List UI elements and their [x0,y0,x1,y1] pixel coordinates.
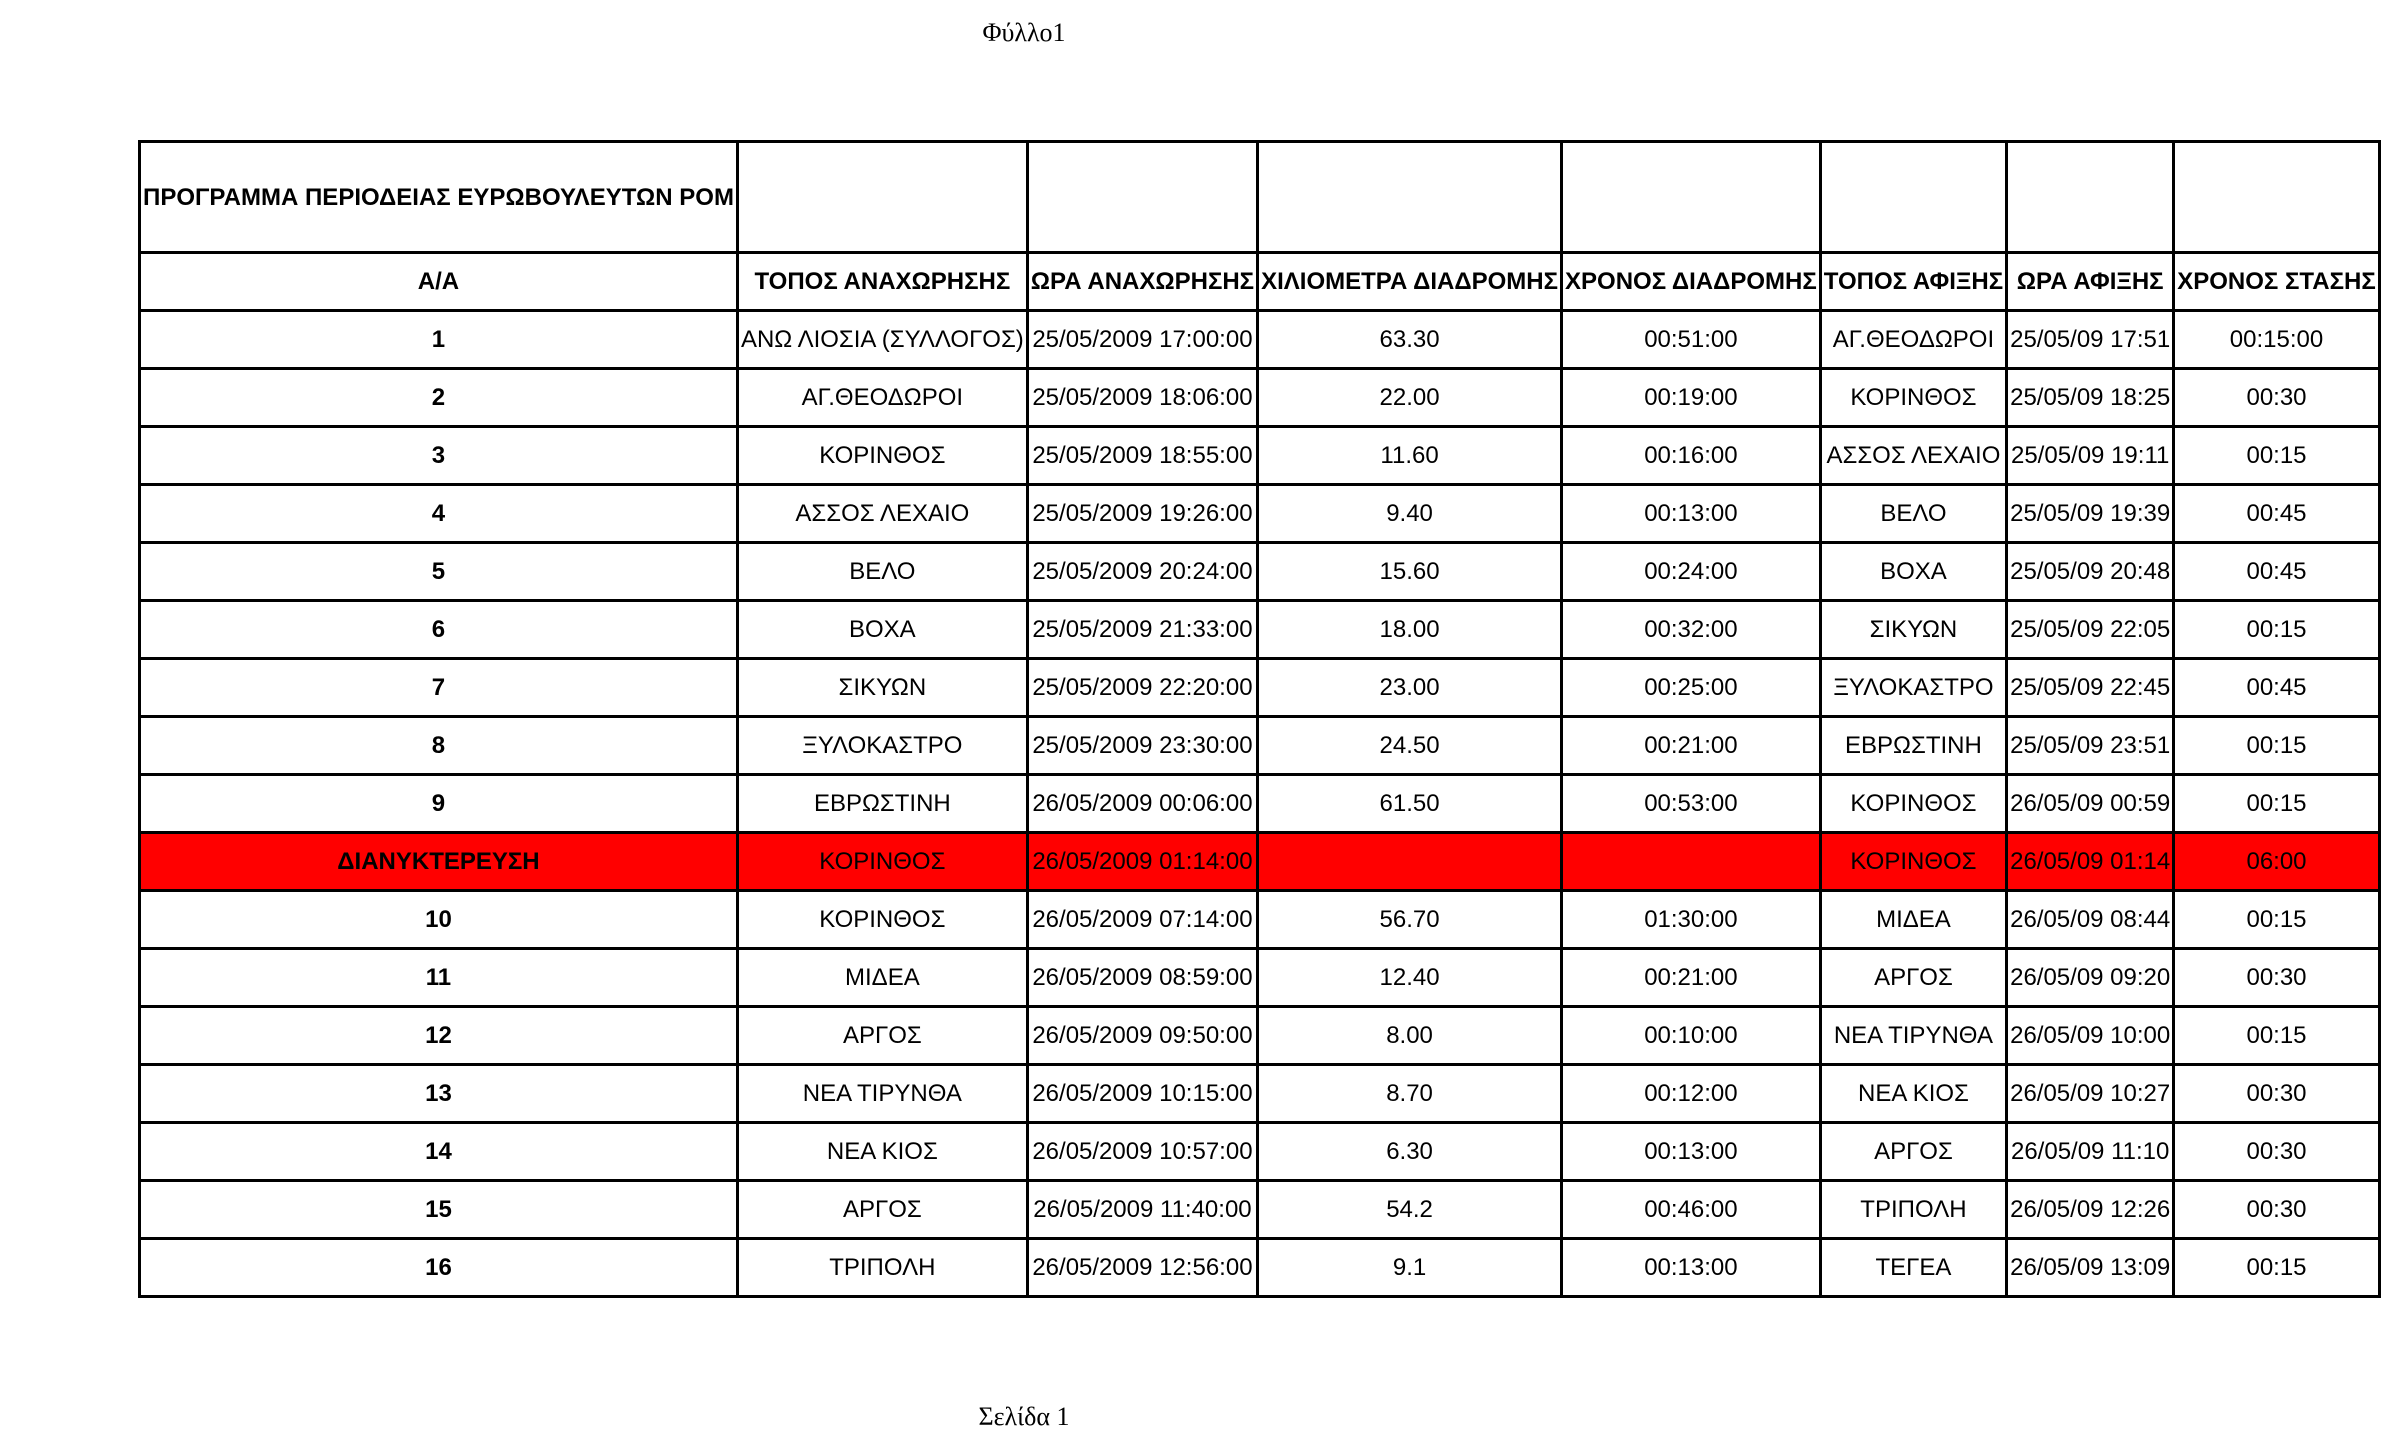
empty-cell [1258,142,1562,253]
cell-arrival-time: 25/05/09 19:39 [2007,485,2174,543]
cell-aa: 3 [140,427,738,485]
cell-aa: 2 [140,369,738,427]
cell-departure-time: 25/05/2009 18:06:00 [1027,369,1257,427]
cell-stop-time: 00:30 [2174,949,2380,1007]
cell-aa: 1 [140,311,738,369]
cell-travel-time: 00:53:00 [1562,775,1821,833]
cell-distance-km: 6.30 [1258,1123,1562,1181]
table-row [140,659,2380,717]
cell-arrival-time: 26/05/09 00:59 [2007,775,2174,833]
cell-arrival-place: ΞΥΛΟΚΑΣΤΡΟ [1820,659,2006,717]
cell-stop-time: 00:15 [2174,1239,2380,1297]
table-row [140,311,2380,369]
cell-distance-km: 15.60 [1258,543,1562,601]
cell-distance-km: 9.1 [1258,1239,1562,1297]
cell-arrival-time: 26/05/09 12:26 [2007,1181,2174,1239]
header-aa: Α/Α [140,253,738,311]
cell-arrival-place: ΑΓ.ΘΕΟΔΩΡΟΙ [1820,311,2006,369]
cell-arrival-place: ΝΕΑ ΤΙΡΥΝΘΑ [1820,1007,2006,1065]
table-row [140,1123,2380,1181]
cell-distance-km: 18.00 [1258,601,1562,659]
cell-travel-time [1562,833,1821,891]
cell-departure-time: 26/05/2009 10:57:00 [1027,1123,1257,1181]
header-stop-time: ΧΡΟΝΟΣ ΣΤΑΣΗΣ [2174,253,2380,311]
empty-cell [2174,142,2380,253]
cell-stop-time: 00:30 [2174,1065,2380,1123]
table-row [140,717,2380,775]
overnight-stay-row [140,833,2380,891]
cell-departure-place: ΕΒΡΩΣΤΙΝΗ [737,775,1027,833]
cell-departure-place: ΑΝΩ ΛΙΟΣΙΑ (ΣΥΛΛΟΓΟΣ) [737,311,1027,369]
table-row [140,543,2380,601]
table-row [140,1065,2380,1123]
cell-arrival-place: ΒΕΛΟ [1820,485,2006,543]
cell-arrival-time: 26/05/09 10:27 [2007,1065,2174,1123]
header-travel-time: ΧΡΟΝΟΣ ΔΙΑΔΡΟΜΗΣ [1562,253,1821,311]
cell-stop-time: 00:15 [2174,1007,2380,1065]
cell-arrival-time: 26/05/09 01:14 [2007,833,2174,891]
cell-arrival-time: 26/05/09 08:44 [2007,891,2174,949]
cell-arrival-time: 25/05/09 20:48 [2007,543,2174,601]
cell-departure-time: 26/05/2009 07:14:00 [1027,891,1257,949]
cell-departure-place: ΜΙΔΕΑ [737,949,1027,1007]
cell-departure-place: ΚΟΡΙΝΘΟΣ [737,833,1027,891]
cell-departure-place: ΒΕΛΟ [737,543,1027,601]
cell-departure-time: 25/05/2009 17:00:00 [1027,311,1257,369]
cell-arrival-place: ΚΟΡΙΝΘΟΣ [1820,833,2006,891]
cell-arrival-time: 25/05/09 22:45 [2007,659,2174,717]
sheet-title: Φύλλο1 [982,18,1066,47]
table-title: ΠΡΟΓΡΑΜΜΑ ΠΕΡΙΟΔΕΙΑΣ ΕΥΡΩΒΟΥΛΕΥΤΩΝ ΡΟΜ [140,142,738,253]
cell-stop-time: 00:45 [2174,659,2380,717]
cell-departure-place: ΤΡΙΠΟΛΗ [737,1239,1027,1297]
cell-stop-time: 06:00 [2174,833,2380,891]
cell-departure-time: 26/05/2009 10:15:00 [1027,1065,1257,1123]
cell-distance-km: 12.40 [1258,949,1562,1007]
cell-arrival-place: ΤΕΓΕΑ [1820,1239,2006,1297]
cell-distance-km: 54.2 [1258,1181,1562,1239]
cell-aa: 16 [140,1239,738,1297]
cell-departure-place: ΑΡΓΟΣ [737,1181,1027,1239]
cell-distance-km: 23.00 [1258,659,1562,717]
cell-departure-place: ΞΥΛΟΚΑΣΤΡΟ [737,717,1027,775]
cell-departure-place: ΚΟΡΙΝΘΟΣ [737,891,1027,949]
cell-aa: 14 [140,1123,738,1181]
table-row [140,1239,2380,1297]
cell-aa: 5 [140,543,738,601]
cell-stop-time: 00:15:00 [2174,311,2380,369]
cell-stop-time: 00:45 [2174,485,2380,543]
cell-departure-place: ΝΕΑ ΚΙΟΣ [737,1123,1027,1181]
cell-arrival-time: 25/05/09 18:25 [2007,369,2174,427]
cell-aa: 10 [140,891,738,949]
cell-arrival-time: 25/05/09 23:51 [2007,717,2174,775]
cell-distance-km: 11.60 [1258,427,1562,485]
cell-distance-km: 8.00 [1258,1007,1562,1065]
cell-arrival-place: ΕΒΡΩΣΤΙΝΗ [1820,717,2006,775]
cell-arrival-place: ΝΕΑ ΚΙΟΣ [1820,1065,2006,1123]
header-departure-time: ΩΡΑ ΑΝΑΧΩΡΗΣΗΣ [1027,253,1257,311]
cell-departure-place: ΑΣΣΟΣ ΛΕΧΑΙΟ [737,485,1027,543]
cell-arrival-place: ΚΟΡΙΝΘΟΣ [1820,775,2006,833]
cell-stop-time: 00:15 [2174,601,2380,659]
cell-departure-time: 25/05/2009 18:55:00 [1027,427,1257,485]
cell-arrival-place: ΚΟΡΙΝΘΟΣ [1820,369,2006,427]
table-row [140,601,2380,659]
header-departure-place: ΤΟΠΟΣ ΑΝΑΧΩΡΗΣΗΣ [737,253,1027,311]
cell-distance-km: 56.70 [1258,891,1562,949]
empty-cell [737,142,1027,253]
cell-arrival-time: 26/05/09 11:10 [2007,1123,2174,1181]
cell-arrival-place: ΑΣΣΟΣ ΛΕΧΑΙΟ [1820,427,2006,485]
cell-distance-km: 9.40 [1258,485,1562,543]
cell-departure-time: 26/05/2009 01:14:00 [1027,833,1257,891]
cell-stop-time: 00:45 [2174,543,2380,601]
cell-stop-time: 00:30 [2174,369,2380,427]
cell-aa: 12 [140,1007,738,1065]
cell-aa: 6 [140,601,738,659]
cell-travel-time: 00:21:00 [1562,717,1821,775]
cell-stop-time: 00:15 [2174,427,2380,485]
cell-travel-time: 00:13:00 [1562,1123,1821,1181]
table-title-row [140,142,2380,253]
header-distance-km: ΧΙΛΙΟΜΕΤΡΑ ΔΙΑΔΡΟΜΗΣ [1258,253,1562,311]
cell-travel-time: 00:32:00 [1562,601,1821,659]
table-row [140,949,2380,1007]
cell-departure-place: ΝΕΑ ΤΙΡΥΝΘΑ [737,1065,1027,1123]
cell-arrival-time: 25/05/09 19:11 [2007,427,2174,485]
page-footer: Σελίδα 1 [978,1402,1070,1431]
header-arrival-time: ΩΡΑ ΑΦΙΞΗΣ [2007,253,2174,311]
cell-departure-time: 26/05/2009 12:56:00 [1027,1239,1257,1297]
cell-travel-time: 01:30:00 [1562,891,1821,949]
cell-departure-time: 25/05/2009 19:26:00 [1027,485,1257,543]
cell-departure-time: 25/05/2009 23:30:00 [1027,717,1257,775]
cell-departure-time: 25/05/2009 21:33:00 [1027,601,1257,659]
cell-travel-time: 00:19:00 [1562,369,1821,427]
cell-arrival-place: ΑΡΓΟΣ [1820,1123,2006,1181]
cell-departure-place: ΚΟΡΙΝΘΟΣ [737,427,1027,485]
cell-travel-time: 00:10:00 [1562,1007,1821,1065]
cell-stop-time: 00:30 [2174,1123,2380,1181]
cell-departure-place: ΒΟΧΑ [737,601,1027,659]
cell-travel-time: 00:24:00 [1562,543,1821,601]
cell-departure-time: 26/05/2009 09:50:00 [1027,1007,1257,1065]
cell-departure-time: 25/05/2009 20:24:00 [1027,543,1257,601]
cell-travel-time: 00:13:00 [1562,1239,1821,1297]
header-arrival-place: ΤΟΠΟΣ ΑΦΙΞΗΣ [1820,253,2006,311]
cell-departure-time: 26/05/2009 08:59:00 [1027,949,1257,1007]
cell-arrival-time: 25/05/09 22:05 [2007,601,2174,659]
column-header-row [140,253,2380,311]
cell-departure-time: 26/05/2009 11:40:00 [1027,1181,1257,1239]
cell-stop-time: 00:15 [2174,775,2380,833]
cell-aa: 11 [140,949,738,1007]
table-row [140,891,2380,949]
cell-aa: 13 [140,1065,738,1123]
cell-travel-time: 00:16:00 [1562,427,1821,485]
cell-distance-km: 8.70 [1258,1065,1562,1123]
cell-distance-km: 22.00 [1258,369,1562,427]
cell-distance-km [1258,833,1562,891]
cell-distance-km: 63.30 [1258,311,1562,369]
empty-cell [1562,142,1821,253]
tour-schedule-table [138,140,2381,1298]
cell-arrival-time: 26/05/09 13:09 [2007,1239,2174,1297]
table-row [140,775,2380,833]
empty-cell [1820,142,2006,253]
cell-aa: 4 [140,485,738,543]
table-row [140,369,2380,427]
cell-arrival-place: ΤΡΙΠΟΛΗ [1820,1181,2006,1239]
cell-arrival-place: ΣΙΚΥΩΝ [1820,601,2006,659]
cell-distance-km: 24.50 [1258,717,1562,775]
cell-aa: 8 [140,717,738,775]
cell-travel-time: 00:12:00 [1562,1065,1821,1123]
cell-departure-time: 26/05/2009 00:06:00 [1027,775,1257,833]
table-row [140,427,2380,485]
cell-departure-place: ΑΓ.ΘΕΟΔΩΡΟΙ [737,369,1027,427]
cell-aa: 7 [140,659,738,717]
cell-travel-time: 00:46:00 [1562,1181,1821,1239]
cell-travel-time: 00:13:00 [1562,485,1821,543]
cell-arrival-time: 25/05/09 17:51 [2007,311,2174,369]
cell-aa: 15 [140,1181,738,1239]
cell-travel-time: 00:25:00 [1562,659,1821,717]
empty-cell [1027,142,1257,253]
table-row [140,1181,2380,1239]
cell-travel-time: 00:21:00 [1562,949,1821,1007]
cell-aa: ΔΙΑΝΥΚΤΕΡΕΥΣΗ [140,833,738,891]
cell-arrival-place: ΒΟΧΑ [1820,543,2006,601]
table-row [140,485,2380,543]
cell-departure-time: 25/05/2009 22:20:00 [1027,659,1257,717]
empty-cell [2007,142,2174,253]
cell-arrival-time: 26/05/09 10:00 [2007,1007,2174,1065]
cell-arrival-place: ΜΙΔΕΑ [1820,891,2006,949]
cell-departure-place: ΑΡΓΟΣ [737,1007,1027,1065]
cell-aa: 9 [140,775,738,833]
cell-travel-time: 00:51:00 [1562,311,1821,369]
cell-arrival-place: ΑΡΓΟΣ [1820,949,2006,1007]
cell-stop-time: 00:15 [2174,717,2380,775]
table-row [140,1007,2380,1065]
cell-stop-time: 00:15 [2174,891,2380,949]
cell-distance-km: 61.50 [1258,775,1562,833]
cell-arrival-time: 26/05/09 09:20 [2007,949,2174,1007]
cell-departure-place: ΣΙΚΥΩΝ [737,659,1027,717]
cell-stop-time: 00:30 [2174,1181,2380,1239]
